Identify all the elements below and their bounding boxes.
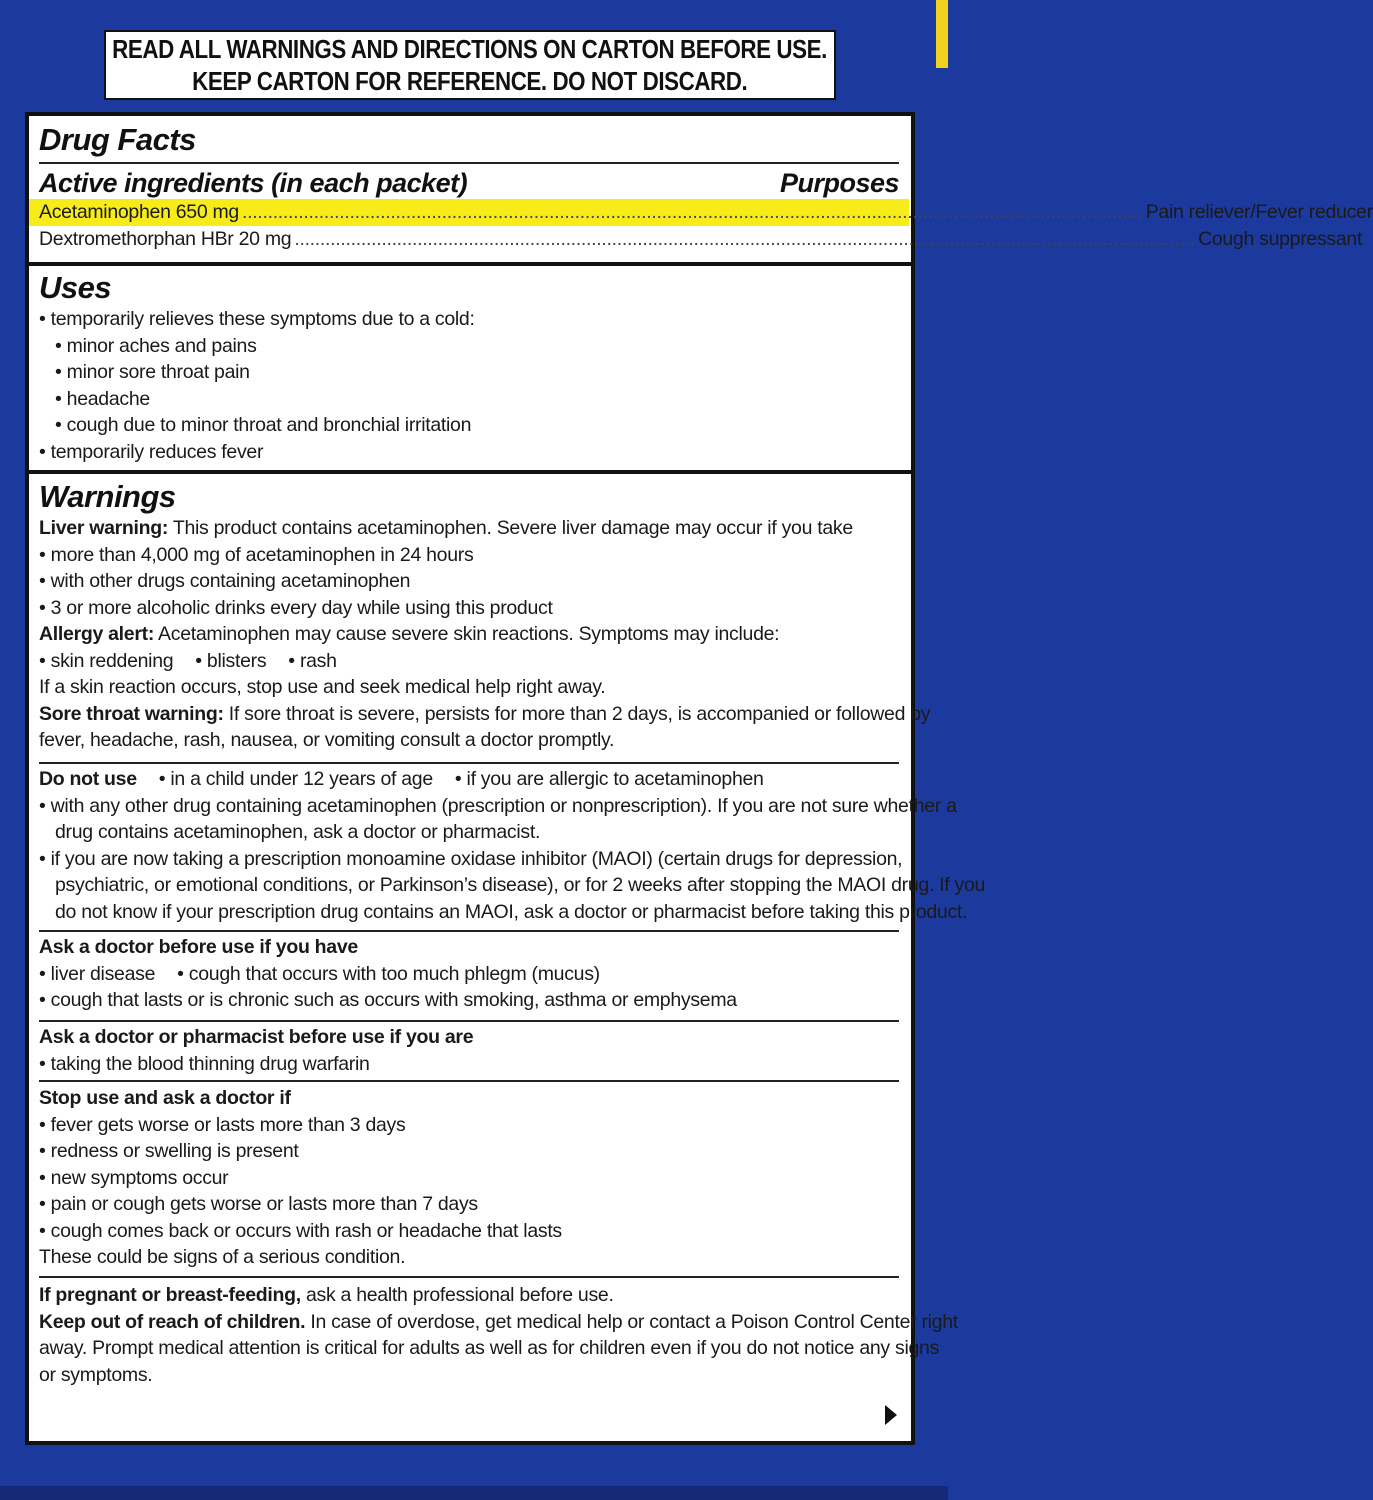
ingredient-purpose: Pain reliever/Fever reducer: [1145, 201, 1373, 223]
do-not-use-item: • if you are allergic to acetaminophen: [454, 768, 764, 790]
purposes-heading: Purposes: [779, 168, 899, 198]
subsection-divider: [39, 1276, 899, 1278]
liver-warning-text: This product contains acetaminophen. Severe liver damage may occur if you take: [168, 517, 853, 539]
ingredients-header-row: [39, 167, 899, 199]
allergy-alert-label: Allergy alert:: [39, 623, 155, 645]
ask-pharmacist-section: [29, 1024, 911, 1077]
ask-doctor-item: • cough that lasts or is chronic such as occurs with smoking, asthma or emphysema: [39, 989, 737, 1011]
ingredient-name: Acetaminophen 650 mg: [39, 201, 239, 223]
ask-doctor-label: Ask a doctor before use if you have: [39, 936, 358, 958]
uses-subitem: • cough due to minor throat and bronchial irritation: [55, 414, 472, 436]
bottom-edge-decoration: [0, 1486, 948, 1500]
stop-use-item: • cough comes back or occurs with rash or headache that lasts: [39, 1219, 562, 1242]
drug-facts-title: Drug Facts: [39, 122, 196, 157]
stop-use-label: Stop use and ask a doctor if: [39, 1087, 291, 1109]
pregnancy-children-section: [29, 1282, 958, 1388]
ask-pharmacist-item: • taking the blood thinning drug warfarin: [39, 1052, 370, 1075]
uses-heading: Uses: [39, 270, 112, 305]
allergy-after: If a skin reaction occurs, stop use and seek medical help right away.: [39, 676, 606, 698]
warnings-heading: Warnings: [39, 479, 176, 514]
pregnancy-text: ask a health professional before use.: [300, 1284, 614, 1306]
uses-subitem: • minor sore throat pain: [55, 361, 250, 383]
keep-out-text: In case of overdose, get medical help or contact a Poison Control Center right: [305, 1310, 958, 1333]
subsection-divider: [39, 1080, 899, 1082]
sore-throat-text: If sore throat is severe, persists for more than 2 days, is accompanied or followed by: [223, 702, 931, 725]
liver-warning: [39, 515, 899, 542]
ask-pharmacist-label: Ask a doctor or pharmacist before use if you are: [39, 1026, 474, 1048]
sore-throat-warning: [39, 701, 931, 728]
liver-warning-label: Liver warning:: [39, 517, 169, 539]
do-not-use-header: [39, 766, 899, 793]
allergy-item: • rash: [288, 649, 337, 672]
ask-doctor-item: • cough that occurs with too much phlegm (mucus): [177, 962, 600, 985]
keep-out-text-3: or symptoms.: [39, 1363, 153, 1386]
do-not-use-item-cont: psychiatric, or emotional conditions, or Parkinson’s disease), or for 2 weeks after stopping the MAOI drug. If you: [55, 874, 986, 896]
allergy-alert-text: Acetaminophen may cause severe skin reactions. Symptoms may include:: [154, 623, 780, 645]
subsection-divider: [39, 930, 899, 932]
allergy-symptoms: [39, 648, 899, 675]
carton-warning-banner: [104, 30, 836, 100]
keep-out-warning: [39, 1309, 958, 1336]
stop-use-item: • redness or swelling is present: [39, 1140, 299, 1162]
allergy-alert: [39, 621, 899, 648]
subsection-divider: [39, 762, 899, 764]
do-not-use-item-cont: do not know if your prescription drug contains an MAOI, ask a doctor or pharmacist before taking this product.: [55, 900, 968, 923]
uses-item: • temporarily relieves these symptoms due to a cold:: [39, 308, 475, 330]
sore-throat-label: Sore throat warning:: [39, 702, 224, 725]
leader-dots: ................................................................................................................................................................................: [294, 227, 1196, 250]
keep-out-text-2: away. Prompt medical attention is critical for adults as well as for children even if you do not notice any signs: [39, 1337, 940, 1359]
subsection-divider: [39, 1020, 899, 1022]
ask-doctor-item: • liver disease: [39, 962, 156, 985]
stop-use-after: These could be signs of a serious condition.: [39, 1246, 406, 1268]
do-not-use-item: • with any other drug containing acetaminophen (prescription or nonprescription). If you are not sure whether a: [39, 794, 957, 817]
do-not-use-item: • if you are now taking a prescription monoamine oxidase inhibitor (MAOI) (certain drugs for depression,: [39, 847, 903, 870]
right-triangle-arrow-icon: [885, 1405, 897, 1425]
liver-item: • more than 4,000 mg of acetaminophen in 24 hours: [39, 543, 474, 566]
uses-item: • temporarily reduces fever: [39, 440, 264, 463]
banner-line-2: KEEP CARTON FOR REFERENCE. DO NOT DISCARD.: [192, 66, 748, 96]
liver-item: • 3 or more alcoholic drinks every day while using this product: [39, 596, 553, 619]
ask-doctor-row: [39, 961, 899, 988]
ask-doctor-section: [29, 934, 911, 1014]
pregnancy-warning: [39, 1282, 899, 1309]
allergy-item: • blisters: [195, 649, 267, 672]
stop-use-item: • pain or cough gets worse or lasts more than 7 days: [39, 1193, 478, 1215]
yellow-edge-decoration: [936, 0, 948, 68]
do-not-use-section: [29, 766, 986, 925]
banner-line-1: READ ALL WARNINGS AND DIRECTIONS ON CARTON BEFORE USE.: [112, 34, 828, 64]
section-divider: [29, 262, 911, 266]
liver-item: • with other drugs containing acetaminophen: [39, 570, 411, 592]
uses-subitem: • headache: [55, 387, 150, 410]
drug-facts-panel: [25, 112, 1373, 1445]
do-not-use-label: Do not use: [39, 768, 137, 790]
allergy-item: • skin reddening: [39, 649, 174, 672]
pregnancy-label: If pregnant or breast-feeding,: [39, 1284, 301, 1306]
uses-section: [29, 270, 911, 465]
stop-use-section: [29, 1085, 911, 1271]
ingredient-row-highlighted: [29, 199, 1373, 226]
stop-use-item: • new symptoms occur: [39, 1166, 229, 1189]
stop-use-item: • fever gets worse or lasts more than 3 days: [39, 1113, 406, 1136]
section-divider: [29, 470, 911, 474]
ingredient-purpose: Cough suppressant: [1198, 227, 1363, 250]
title-divider: [39, 162, 899, 164]
do-not-use-item-cont: drug contains acetaminophen, ask a doctor or pharmacist.: [55, 821, 541, 843]
warnings-section: [29, 479, 931, 754]
leader-dots: ................................................................................................................................................................................: [241, 201, 1143, 223]
active-ingredients-section: [29, 122, 1373, 252]
ingredient-row: [39, 226, 1363, 253]
do-not-use-item: • in a child under 12 years of age: [158, 768, 433, 790]
sore-throat-text-2: fever, headache, rash, nausea, or vomiting consult a doctor promptly.: [39, 729, 615, 751]
keep-out-label: Keep out of reach of children.: [39, 1310, 306, 1333]
uses-subitem: • minor aches and pains: [55, 334, 257, 357]
ingredient-name: Dextromethorphan HBr 20 mg: [39, 227, 292, 250]
active-ingredients-heading: Active ingredients (in each packet): [39, 168, 468, 198]
